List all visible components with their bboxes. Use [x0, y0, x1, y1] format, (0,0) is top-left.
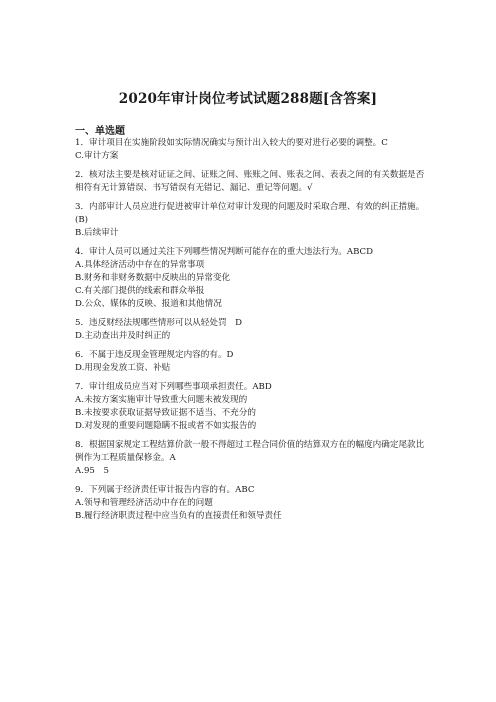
question-stem: 1．审计项目在实施阶段如实际情况确实与预计出入较大的要对进行必要的调整。C: [75, 138, 388, 148]
question-item: [75, 317, 427, 343]
question-stem: 5．违反财经法规哪些情形可以从轻处罚 D: [75, 318, 243, 328]
question-stem: 2．核对法主要是核对证证之间、证账之间、账账之间、账表之间、表表之间的有关数据是否相符有无计算错误、书写错误有无错记、漏记、重记等问题。√: [75, 170, 425, 193]
answer-option: B.履行经济职责过程中应当负有的直接责任和领导责任: [75, 511, 282, 521]
question-stem: 9．下列属于经济责任审计报告内容的有。ABC: [75, 485, 255, 495]
answer-option: D.主动查出并及时纠正的: [75, 331, 171, 341]
answer-option: A.具体经济活动中存在的异常事项: [75, 260, 205, 270]
question-stem: 4．审计人员可以通过关注下列哪些情况判断可能存在的重大违法行为。ABCD: [75, 247, 374, 257]
answer-option: B.财务和非财务数据中反映出的异常变化: [75, 273, 231, 283]
answer-option: D.公众、媒体的反映、报道和其他情况: [75, 299, 222, 309]
question-stem: 6．不属于违反现金管理规定内容的有。D: [75, 350, 234, 360]
question-item: [75, 137, 427, 163]
answer-option: A.95 5: [75, 466, 109, 476]
answer-option: D.对发现的重要问题隐瞒不报或者不如实报告的: [75, 421, 257, 431]
section-heading: 一、单选题: [75, 126, 125, 137]
answer-option: C.有关部门提供的线索和群众举报: [75, 286, 205, 296]
question-item: [75, 169, 427, 195]
question-item: [75, 201, 427, 240]
answer-option: A.领导和管理经济活动中存在的问题: [75, 498, 213, 508]
answer-option: B.未按要求获取证据导致证据不适当、不充分的: [75, 408, 256, 418]
question-item: [75, 439, 427, 478]
answer-option: B.后续审计: [75, 228, 119, 238]
answer-option: A.未按方案实施审计导致重大问题未被发现的: [75, 395, 248, 405]
answer-option: D.用现金发放工资、补贴: [75, 363, 171, 373]
question-stem: 8．根据国家规定工程结算价款一般不得超过工程合同价值的结算双方在的幅度内确定尾款比例作为工程质量保修金。A: [75, 440, 425, 463]
question-item: [75, 381, 427, 433]
answer-option: C.审计方案: [75, 151, 119, 161]
question-item: [75, 246, 427, 311]
question-item: [75, 349, 427, 375]
question-stem: 3．内部审计人员应进行促进被审计单位对审计发现的问题及时采取合理、有效的纠正措施。(B): [75, 202, 425, 225]
question-stem: 7．审计组成员应当对下列哪些事项承担责任。ABD: [75, 382, 272, 392]
question-item: [75, 484, 427, 523]
page-title: 2020年审计岗位考试试题288题[含答案]: [118, 91, 378, 107]
question-list: [75, 137, 427, 523]
